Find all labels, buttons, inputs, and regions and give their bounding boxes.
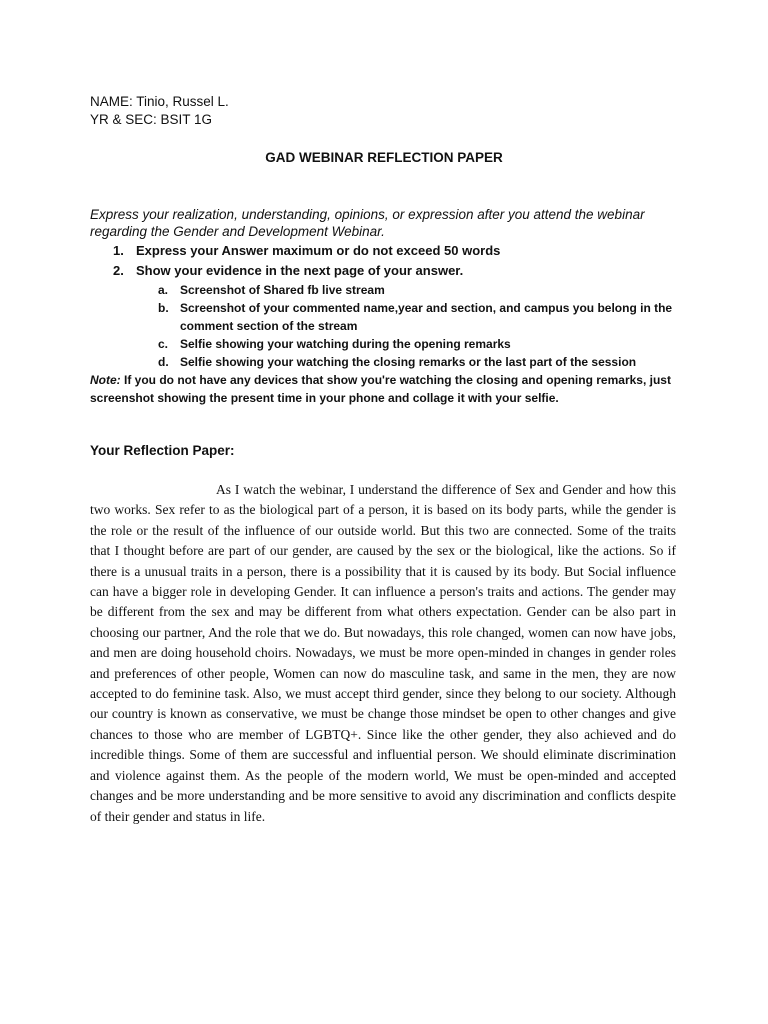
evidence-letter: d. <box>158 355 169 369</box>
evidence-item-d <box>158 354 678 372</box>
evidence-item-c <box>158 336 678 354</box>
instruction-item-2 <box>113 262 463 279</box>
year-section: YR & SEC: BSIT 1G <box>90 112 213 127</box>
reflection-body: As I watch the webinar, I understand the difference of Sex and Gender and how this two works. Sex refer to as the biological part of a person, it is based on its body parts, while the gender is the role or the result of the influence of our outside world. But this two are connected. Some of the traits that I thought before are part of our gender, are caused by the sex or the biological, like the actions. So if there is a unusual traits in a person, there is a possibility that it is caused by its body. But Social influence can have a bigger role in developing Gender. It can influence a person's traits and actions. The gender may be different from the sex and may be different from what others expectation. Gender can be also part in choosing our partner, And the role that we do. But nowadays, this role changed, women can now have jobs, and men are doing household choirs. Nowadays, we must be more open-minded in changes in gender roles and preferences of other people, Women can now do masculine task, and same in the men, they are now accepted to do feminine task. Also, we must accept third gender, since they belong to our society. Although our country is known as conservative, we must be change those mindset be open to other changes and give chances to those who are member of LGBTQ+. Since like the other gender, they also achieved and do incredible things. Some of them are successful and influential person. We should eliminate discrimination and violence against them. As the people of the modern world, We must be open-minded and accepted changes and be more understanding and be more sensitive to avoid any discrimination and conflicts despite of their gender and status in life. <box>90 482 676 824</box>
instruction-number: 1. <box>113 243 124 258</box>
evidence-letter: c. <box>158 337 169 351</box>
evidence-item-b <box>158 300 678 335</box>
note-text: If you do not have any devices that show you're watching the closing and opening remarks, just screenshot showing the present time in your phone and collage it with your selfie. <box>90 373 671 405</box>
instruction-number: 2. <box>113 263 124 278</box>
note-label: Note: <box>90 373 121 387</box>
instruction-text: Show your evidence in the next page of your answer. <box>136 263 464 278</box>
evidence-text: Screenshot of Shared fb live stream <box>180 283 385 297</box>
evidence-letter: a. <box>158 283 169 297</box>
evidence-item-a <box>158 282 678 300</box>
instruction-text: Express your Answer maximum or do not exceed 50 words <box>136 243 501 258</box>
instructions-intro: Express your realization, understanding, opinions, or expression after you attend the webinar regarding the Gender and Development Webinar. <box>90 207 645 239</box>
instruction-item-1 <box>113 242 500 259</box>
note <box>90 372 690 407</box>
evidence-letter: b. <box>158 301 169 315</box>
student-name: NAME: Tinio, Russel L. <box>90 94 229 109</box>
document-title: GAD WEBINAR REFLECTION PAPER <box>265 150 503 165</box>
evidence-text: Selfie showing your watching the closing remarks or the last part of the session <box>180 355 637 369</box>
evidence-text: Selfie showing your watching during the opening remarks <box>180 337 511 351</box>
evidence-text: Screenshot of your commented name,year and section, and campus you belong in the comment section of the stream <box>180 301 673 333</box>
reflection-label: Your Reflection Paper: <box>90 443 235 458</box>
